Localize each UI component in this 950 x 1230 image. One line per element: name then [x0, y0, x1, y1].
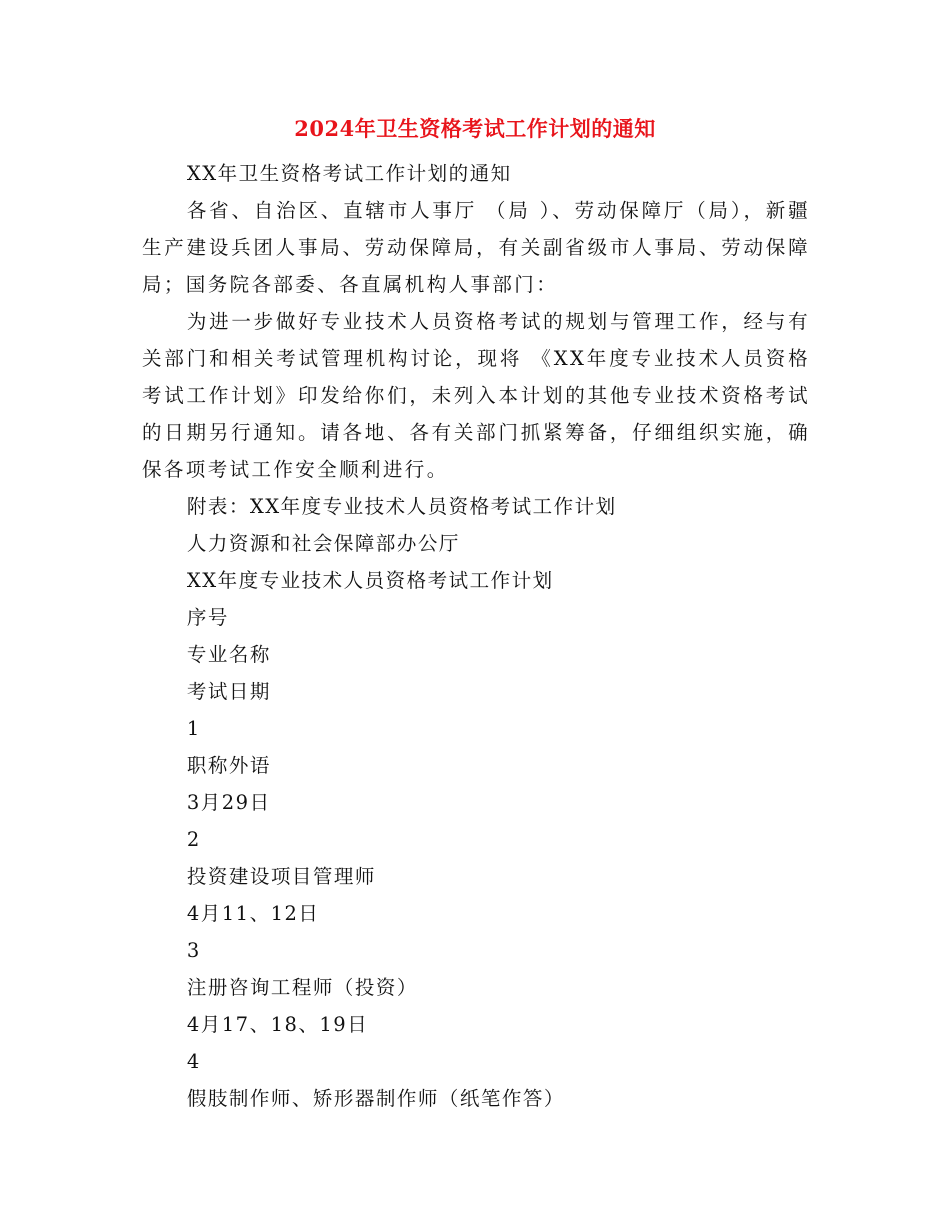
table-header-number: 序号 [186, 606, 229, 629]
row-name: 注册咨询工程师（投资） [186, 976, 418, 999]
row-number: 2 [186, 828, 201, 851]
row-name: 投资建设项目管理师 [186, 865, 376, 888]
row-date: 4月11、12日 [186, 902, 320, 925]
notice-heading: XX年卫生资格考试工作计划的通知 [186, 162, 512, 185]
attachment-line: 附表：XX年度专业技术人员资格考试工作计划 [186, 495, 617, 518]
table-header-name: 专业名称 [186, 643, 271, 666]
plan-title-line: XX年度专业技术人员资格考试工作计划 [186, 569, 554, 592]
addressee-paragraph: 各省、自治区、直辖市人事厅 （局 ）、劳动保障厅（局），新疆生产建设兵团人事局、劳动保障局，有关副省级市人事局、劳动保障局；国务院各部委、各直属机构人事部门： [142, 199, 810, 296]
main-paragraph: 为进一步做好专业技术人员资格考试的规划与管理工作，经与有关部门和相关考试管理机构讨论，现将 《XX年度专业技术人员资格考试工作计划》印发给你们，未列入本计划的其他专业技术资格考试的日期另行通知。请各地、各有关部门抓紧筹备，仔细组织实施，确保各项考试工作安全顺利进行。 [142, 310, 810, 481]
row-number: 3 [186, 939, 201, 962]
table-header-date: 考试日期 [186, 680, 271, 703]
row-number: 1 [186, 717, 201, 740]
row-date: 4月17、18、19日 [186, 1013, 369, 1036]
row-number: 4 [186, 1050, 201, 1073]
row-name: 职称外语 [186, 754, 271, 777]
issuer-line: 人力资源和社会保障部办公厅 [186, 532, 460, 555]
row-name: 假肢制作师、矫形器制作师（纸笔作答） [186, 1087, 565, 1110]
document-title: 2024年卫生资格考试工作计划的通知 [294, 116, 656, 141]
row-date: 3月29日 [186, 791, 271, 814]
document-body [142, 155, 810, 1117]
